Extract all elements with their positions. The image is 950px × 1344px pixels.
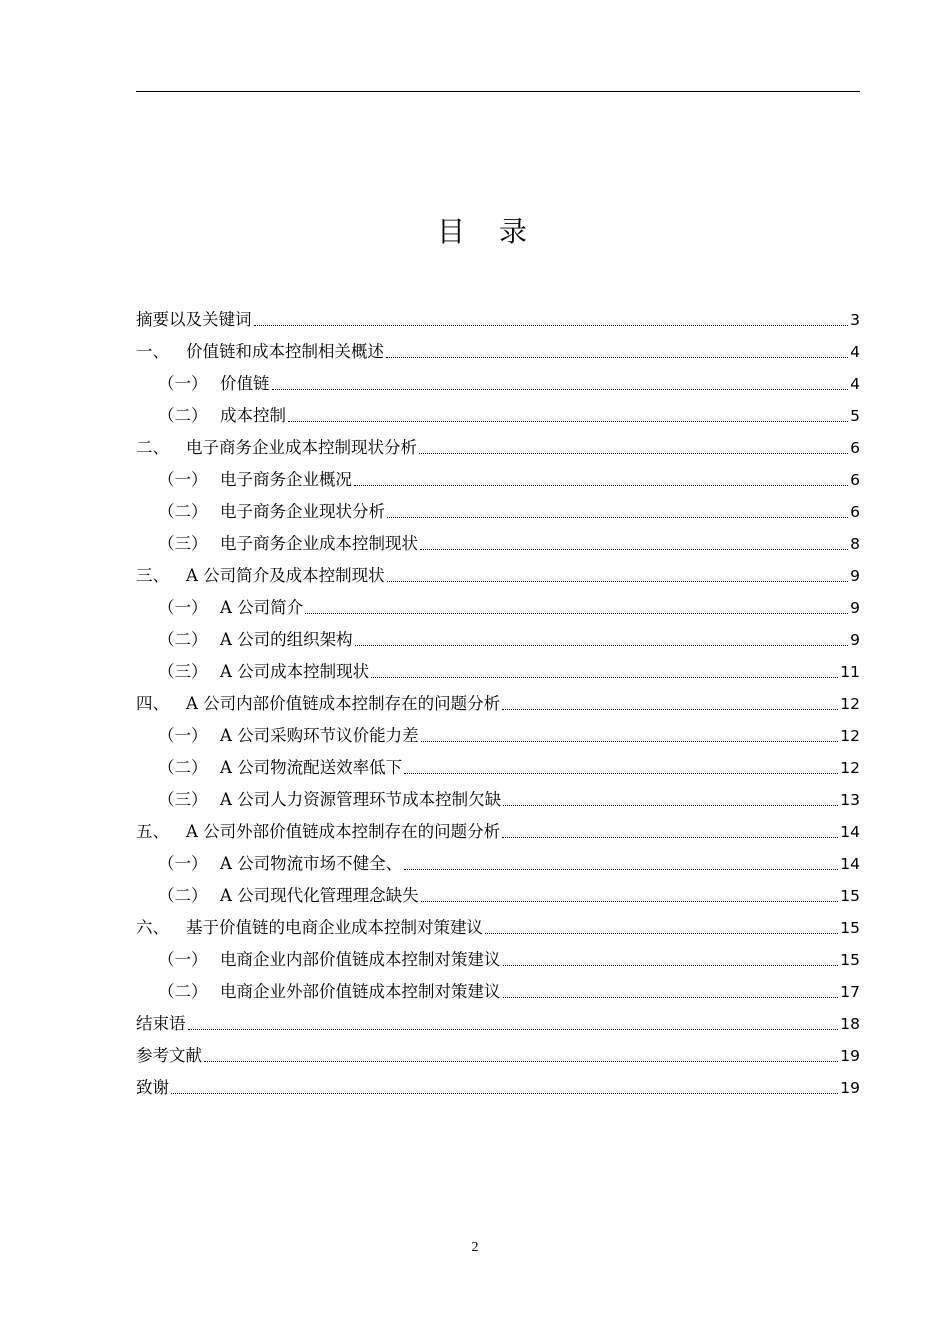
- toc-dot-leader: [272, 389, 849, 390]
- toc-dot-leader: [288, 421, 848, 422]
- toc-entry-text: 基于价值链的电商企业成本控制对策建议: [186, 918, 483, 937]
- toc-entry-text: A 公司现代化管理理念缺失: [220, 886, 419, 905]
- toc-entry-page: 13: [840, 791, 860, 809]
- toc-dot-leader: [404, 869, 838, 870]
- toc-entry-page: 15: [840, 887, 860, 905]
- toc-entry-page: 17: [840, 983, 860, 1001]
- toc-entry-text: 电商企业内部价值链成本控制对策建议: [220, 950, 501, 969]
- toc-entry-number: 五、: [136, 822, 169, 841]
- toc-entry-text: A 公司物流配送效率低下: [220, 758, 403, 777]
- toc-dot-leader: [254, 325, 849, 326]
- toc-entry-text: 参考文献: [136, 1046, 202, 1065]
- toc-entry-page: 12: [840, 695, 860, 713]
- toc-entry-number: （二）: [158, 406, 208, 425]
- toc-entry-text: A 公司简介: [220, 598, 304, 617]
- toc-entry-page: 15: [840, 951, 860, 969]
- toc-entry-page: 4: [850, 375, 860, 393]
- toc-entry-text: A 公司成本控制现状: [220, 662, 370, 681]
- toc-entry[interactable]: [136, 1040, 860, 1072]
- toc-entry-number: 一、: [136, 342, 169, 361]
- toc-dot-leader: [371, 677, 838, 678]
- toc-entry-page: 9: [850, 567, 860, 585]
- toc-entry-number: 六、: [136, 918, 169, 937]
- toc-entry-page: 4: [850, 343, 860, 361]
- toc-entry-text: 价值链: [220, 374, 270, 393]
- toc-entry-number: （一）: [158, 598, 208, 617]
- toc-entry[interactable]: [136, 816, 860, 848]
- toc-entry-text: A 公司简介及成本控制现状: [186, 566, 385, 585]
- toc-entry-number: 四、: [136, 694, 169, 713]
- toc-entry-page: 18: [840, 1015, 860, 1033]
- toc-entry-number: （一）: [158, 950, 208, 969]
- toc-entry-number: （三）: [158, 534, 208, 553]
- toc-entry-number: （三）: [158, 790, 208, 809]
- toc-entry[interactable]: [136, 976, 860, 1008]
- toc-entry-text: 结束语: [136, 1014, 186, 1033]
- toc-entry[interactable]: [136, 624, 860, 656]
- toc-entry-text: 摘要以及关键词: [136, 310, 252, 329]
- toc-entry-number: （二）: [158, 982, 208, 1001]
- toc-dot-leader: [420, 549, 848, 550]
- toc-dot-leader: [188, 1029, 839, 1030]
- toc-dot-leader: [305, 613, 848, 614]
- toc-entry[interactable]: [136, 432, 860, 464]
- toc-dot-leader: [419, 453, 848, 454]
- toc-entry-page: 12: [840, 759, 860, 777]
- toc-dot-leader: [421, 741, 839, 742]
- toc-entry-number: （一）: [158, 726, 208, 745]
- toc-dot-leader: [503, 965, 839, 966]
- toc-entry-number: 三、: [136, 566, 169, 585]
- toc-dot-leader: [421, 901, 839, 902]
- toc-entry-text: 价值链和成本控制相关概述: [186, 342, 384, 361]
- toc-entry-number: （二）: [158, 758, 208, 777]
- toc-entry[interactable]: [136, 464, 860, 496]
- toc-entry[interactable]: [136, 720, 860, 752]
- toc-entry-text: A 公司内部价值链成本控制存在的问题分析: [186, 694, 501, 713]
- toc-entry[interactable]: [136, 560, 860, 592]
- toc-entry-page: 3: [850, 311, 860, 329]
- toc-entry-page: 14: [840, 855, 860, 873]
- toc-entry-number: 二、: [136, 438, 169, 457]
- toc-entry[interactable]: [136, 688, 860, 720]
- toc-entry-page: 6: [850, 471, 860, 489]
- toc-dot-leader: [502, 837, 838, 838]
- toc-entry-page: 9: [850, 631, 860, 649]
- toc-entry-text: 致谢: [136, 1078, 169, 1097]
- toc-title: 目录: [436, 215, 561, 248]
- toc-entry-page: 8: [850, 535, 860, 553]
- header-rule: [136, 91, 860, 92]
- toc-entry-text: 电子商务企业概况: [220, 470, 352, 489]
- page-number: 2: [471, 1240, 479, 1255]
- toc-entry-text: 电子商务企业现状分析: [220, 502, 385, 521]
- toc-entry-page: 19: [840, 1047, 860, 1065]
- toc-entry-number: （一）: [158, 470, 208, 489]
- toc-dot-leader: [386, 357, 848, 358]
- toc-dot-leader: [387, 517, 848, 518]
- toc-entry-text: A 公司的组织架构: [220, 630, 353, 649]
- toc-entry[interactable]: [136, 592, 860, 624]
- toc-dot-leader: [387, 581, 848, 582]
- toc-dot-leader: [404, 773, 838, 774]
- toc-entry-text: 电商企业外部价值链成本控制对策建议: [220, 982, 501, 1001]
- toc-dot-leader: [355, 645, 848, 646]
- toc-entry-page: 5: [850, 407, 860, 425]
- toc-entry-number: （二）: [158, 630, 208, 649]
- toc-entry[interactable]: [136, 784, 860, 816]
- toc-entry[interactable]: [136, 496, 860, 528]
- toc-entry[interactable]: [136, 304, 860, 336]
- toc-entry-page: 6: [850, 439, 860, 457]
- toc-entry-number: （三）: [158, 662, 208, 681]
- toc-entry-number: （一）: [158, 854, 208, 873]
- toc-dot-leader: [485, 933, 838, 934]
- toc-entry-text: A 公司采购环节议价能力差: [220, 726, 419, 745]
- toc-entry-page: 14: [840, 823, 860, 841]
- toc-entry-page: 12: [840, 727, 860, 745]
- toc-entry-number: （二）: [158, 886, 208, 905]
- toc-entry-page: 6: [850, 503, 860, 521]
- toc-entry[interactable]: [136, 656, 860, 688]
- toc-entry-text: A 公司物流市场不健全、: [220, 854, 403, 873]
- toc-dot-leader: [503, 805, 838, 806]
- toc-entry-text: 电子商务企业成本控制现状: [220, 534, 418, 553]
- table-of-contents: [136, 304, 860, 1104]
- toc-entry-page: 11: [840, 663, 860, 681]
- toc-dot-leader: [171, 1093, 838, 1094]
- toc-entry[interactable]: [136, 336, 860, 368]
- toc-entry[interactable]: [136, 1008, 860, 1040]
- toc-entry[interactable]: [136, 752, 860, 784]
- toc-entry-page: 9: [850, 599, 860, 617]
- toc-entry-text: 电子商务企业成本控制现状分析: [186, 438, 417, 457]
- toc-dot-leader: [503, 997, 839, 998]
- toc-entry[interactable]: [136, 528, 860, 560]
- toc-entry[interactable]: [136, 1072, 860, 1104]
- toc-entry-text: A 公司人力资源管理环节成本控制欠缺: [220, 790, 502, 809]
- toc-entry-number: （一）: [158, 374, 208, 393]
- toc-entry[interactable]: [136, 400, 860, 432]
- toc-dot-leader: [502, 709, 838, 710]
- toc-entry[interactable]: [136, 368, 860, 400]
- toc-entry[interactable]: [136, 912, 860, 944]
- toc-entry[interactable]: [136, 944, 860, 976]
- toc-entry[interactable]: [136, 848, 860, 880]
- toc-entry-page: 19: [840, 1079, 860, 1097]
- toc-entry[interactable]: [136, 880, 860, 912]
- toc-entry-text: 成本控制: [220, 406, 286, 425]
- toc-entry-number: （二）: [158, 502, 208, 521]
- toc-entry-page: 15: [840, 919, 860, 937]
- toc-dot-leader: [354, 485, 848, 486]
- toc-dot-leader: [204, 1061, 838, 1062]
- toc-entry-text: A 公司外部价值链成本控制存在的问题分析: [186, 822, 501, 841]
